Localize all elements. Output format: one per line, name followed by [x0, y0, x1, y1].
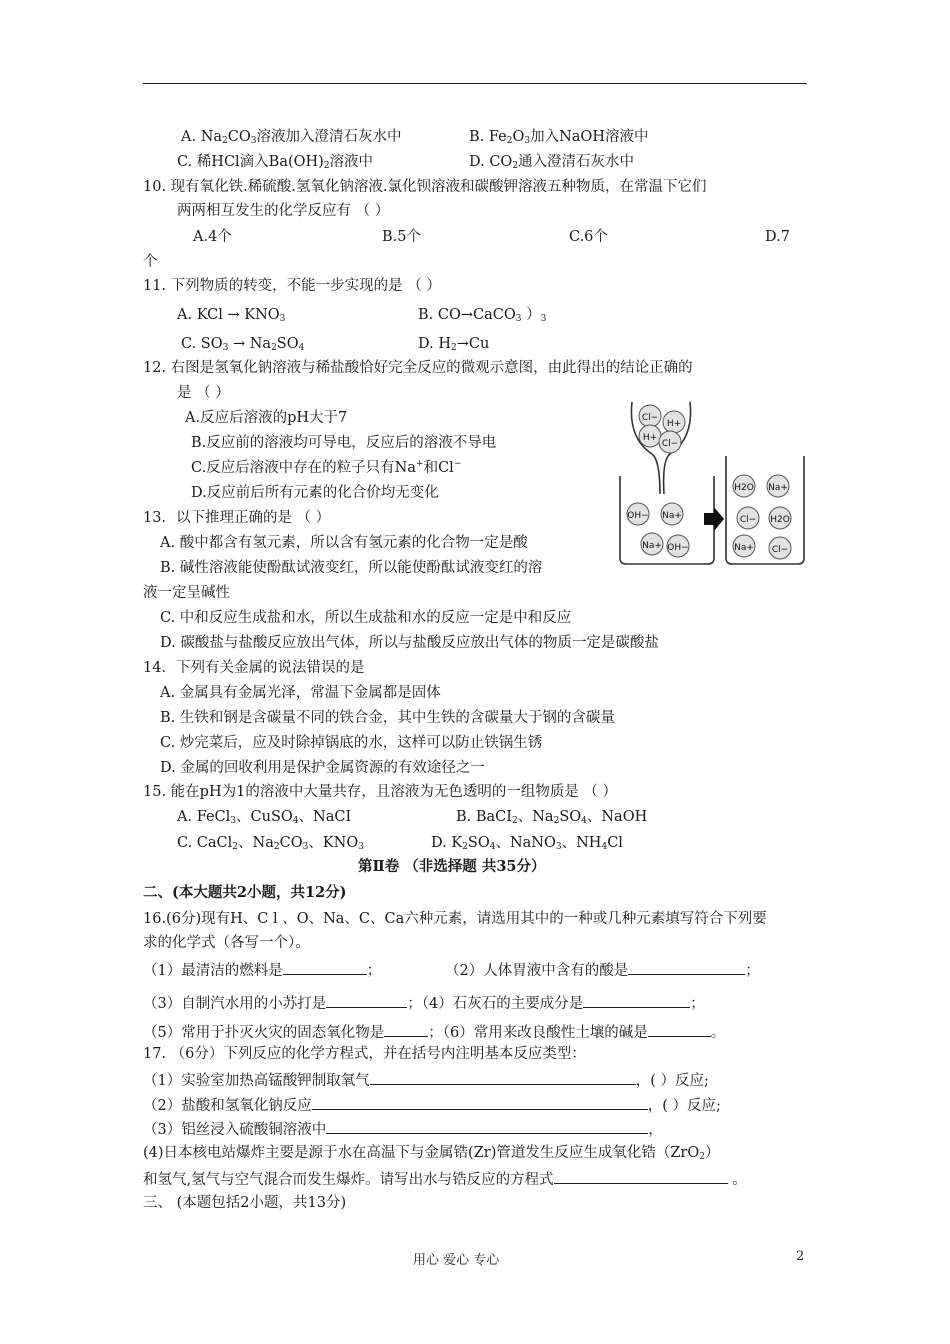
- q17-answer4-blank[interactable]: [554, 1168, 728, 1184]
- page-number: 2: [796, 1249, 805, 1264]
- neutralization-micro-diagram: [612, 398, 808, 568]
- right-particle-label-4: Na+: [734, 543, 754, 553]
- q10-option-d: D.7: [765, 229, 790, 245]
- q17-stem: 17. （6分）下列反应的化学方程式，并在括号内注明基本反应类型：: [143, 1046, 586, 1062]
- q17-item3: （3）铝丝浸入硫酸铜溶液中 ，: [143, 1118, 663, 1140]
- q11-option-a: A. KCl → $KNO_3$: [177, 307, 286, 324]
- q13-option-a: A. 酸中都含有氢元素，所以含有氢元素的化合物一定是酸: [160, 535, 528, 551]
- q11-stem: 11. 下列物质的转变，不能一步实现的是 （ ）: [143, 278, 441, 294]
- q17-item4-line1: (4)日本核电站爆炸主要是源于水在高温下与金属锆(Zr)管道发生反应生成氧化锆（ZrO$_2$）: [143, 1145, 720, 1162]
- q12-option-c: C.反应后溶液中存在的粒子只有Na+和Cl−: [191, 459, 462, 476]
- footer-motto: 用心 爱心 专心: [413, 1253, 500, 1268]
- right-particle-label-0: H2O: [734, 483, 754, 493]
- funnel-particle-label-1: H+: [666, 419, 682, 429]
- q16-answer6-blank[interactable]: [648, 1021, 711, 1037]
- q10-option-c: C.6个: [569, 229, 608, 245]
- section3-heading: 三、 (本题包括2小题，共13分): [143, 1195, 347, 1211]
- q16-stem-line1: 16.(6分)现有H、C l 、O、Na、C、Ca六种元素，请选用其中的一种或几种元素填写符合下列要: [143, 911, 767, 927]
- q13-option-d: D. 碳酸盐与盐酸反应放出气体，所以与盐酸反应放出气体的物质一定是碳酸盐: [160, 635, 659, 651]
- reaction-arrow: [704, 507, 724, 531]
- left-particle-label-2: Na+: [642, 541, 662, 551]
- q10-stem-line1: 10. 现有氧化铁.稀硫酸.氢氧化钠溶液.氯化钡溶液和碳酸钾溶液五种物质，在常温下它们: [143, 179, 707, 195]
- q12-option-b: B.反应前的溶液均可导电，反应后的溶液不导电: [191, 435, 497, 451]
- left-particle-label-0: OH−: [627, 511, 649, 521]
- q11-option-d: D. $H_2\to Cu$: [418, 336, 490, 353]
- q9-option-b: B. $Fe_2O_3$加入NaOH溶液中: [469, 129, 649, 146]
- q16-answer3-blank[interactable]: [326, 992, 407, 1008]
- q10-stem-line2: 两两相互发生的化学反应有 （ ）: [177, 203, 390, 219]
- funnel-particle-label-0: Cl−: [641, 413, 659, 423]
- q17-item4-line2: 和氢气,氢气与空气混合而发生爆炸。请写出水与锆反应的方程式 。: [143, 1168, 747, 1190]
- q14-stem: 14．下列有关金属的说法错误的是: [143, 660, 365, 676]
- q16-answer4-blank[interactable]: [583, 992, 690, 1008]
- q11-option-c: C. $SO_3 \to Na_2SO_4$: [181, 336, 305, 353]
- q9-option-a: A. $Na_2CO_3$溶液加入澄清石灰水中: [181, 129, 402, 146]
- q16-item2: （2）人体胃液中含有的酸是 ；: [445, 959, 760, 981]
- q15-option-d: D. $K_2SO_4$、NaNO$_3$、$NH_4Cl$: [431, 835, 623, 852]
- q12-stem-line2: 是 （ ）: [177, 385, 230, 401]
- q15-option-a: A. FeCl$_3$、CuSO$_4$、NaCI: [177, 809, 352, 826]
- q16-item3: （3）自制汽水用的小苏打是 ；（4）石灰石的主要成分是 ；: [143, 992, 705, 1014]
- q16-item5: （5）常用于扑灭火灾的固态氧化物是 ；（6）常用来改良酸性土壤的碱是 。: [143, 1021, 725, 1043]
- q16-answer1-blank[interactable]: [283, 959, 367, 975]
- q14-option-a: A. 金属具有金属光泽，常温下金属都是固体: [160, 685, 441, 701]
- left-particle-label-3: OH−: [667, 543, 689, 553]
- q15-option-c: C. CaCl$_2$、$Na_2CO_3$、$KNO_3$: [177, 835, 364, 852]
- q10-option-d-tail: 个: [143, 254, 158, 270]
- section2-title: 第Ⅱ卷 （非选择题 共35分）: [358, 858, 546, 875]
- q16-answer5-blank[interactable]: [384, 1021, 428, 1037]
- q12-stem-line1: 12. 右图是氢氧化钠溶液与稀盐酸恰好完全反应的微观示意图，由此得出的结论正确的: [143, 360, 693, 376]
- q14-option-c: C. 炒完菜后，应及时除掉锅底的水，这样可以防止铁锅生锈: [160, 735, 543, 751]
- q16-item1: （1）最清洁的燃料是 ；: [143, 959, 381, 981]
- q15-option-b: B. BaCI$_2$、$Na_2SO_4$、NaOH: [456, 809, 648, 826]
- q9-option-d: D. $CO_2$通入澄清石灰水中: [469, 154, 635, 171]
- funnel-particle-label-3: Cl−: [661, 439, 679, 449]
- q16-answer2-blank[interactable]: [628, 959, 745, 975]
- header-rule: [143, 83, 807, 84]
- right-particle-label-5: Cl−: [771, 545, 789, 555]
- funnel-particle-label-2: H+: [642, 433, 658, 443]
- right-particle-label-3: H2O: [770, 515, 790, 525]
- q13-stem: 13．以下推理正确的是 （ ）: [143, 510, 331, 526]
- q13-option-b-line1: B. 碱性溶液能使酚酞试液变红，所以能使酚酞试液变红的溶: [160, 560, 543, 576]
- q11-option-b: B. CO→CaCO$_3$ ）$_3$: [418, 307, 547, 324]
- q10-option-b: B.5个: [382, 229, 421, 245]
- section2-heading: 二、(本大题共2小题，共12分): [143, 884, 347, 901]
- q17-answer1-blank[interactable]: [370, 1069, 636, 1085]
- q13-option-c: C. 中和反应生成盐和水，所以生成盐和水的反应一定是中和反应: [160, 610, 572, 626]
- q12-option-d: D.反应前后所有元素的化合价均无变化: [191, 485, 439, 501]
- left-particle-label-1: Na+: [662, 511, 682, 521]
- q16-stem-line2: 求的化学式（各写一个）。: [143, 935, 310, 951]
- q14-option-d: D. 金属的回收利用是保护金属资源的有效途径之一: [160, 760, 485, 776]
- q9-option-c: C. 稀HCl滴入$Ba(OH)_2$溶液中: [177, 154, 374, 171]
- right-particle-label-1: Na+: [768, 483, 788, 493]
- q10-option-a: A.4个: [193, 229, 232, 245]
- q17-item1: （1）实验室加热高锰酸钾制取氧气 ，( ）反应;: [143, 1069, 709, 1091]
- q14-option-b: B. 生铁和钢是含碳量不同的铁合金，其中生铁的含碳量大于钢的含碳量: [160, 710, 615, 726]
- right-particle-label-2: Cl−: [739, 515, 757, 525]
- q17-answer2-blank[interactable]: [312, 1094, 648, 1110]
- q17-answer3-blank[interactable]: [326, 1118, 648, 1134]
- q17-item2: （2）盐酸和氢氧化钠反应 ，( ）反应;: [143, 1094, 721, 1116]
- particles-group: [627, 405, 791, 559]
- q12-option-a: A.反应后溶液的pH大于7: [185, 410, 348, 426]
- q13-option-b-line2: 液一定呈碱性: [143, 585, 230, 601]
- q15-stem: 15. 能在pH为1的溶液中大量共存，且溶液为无色透明的一组物质是 （ ）: [143, 784, 618, 800]
